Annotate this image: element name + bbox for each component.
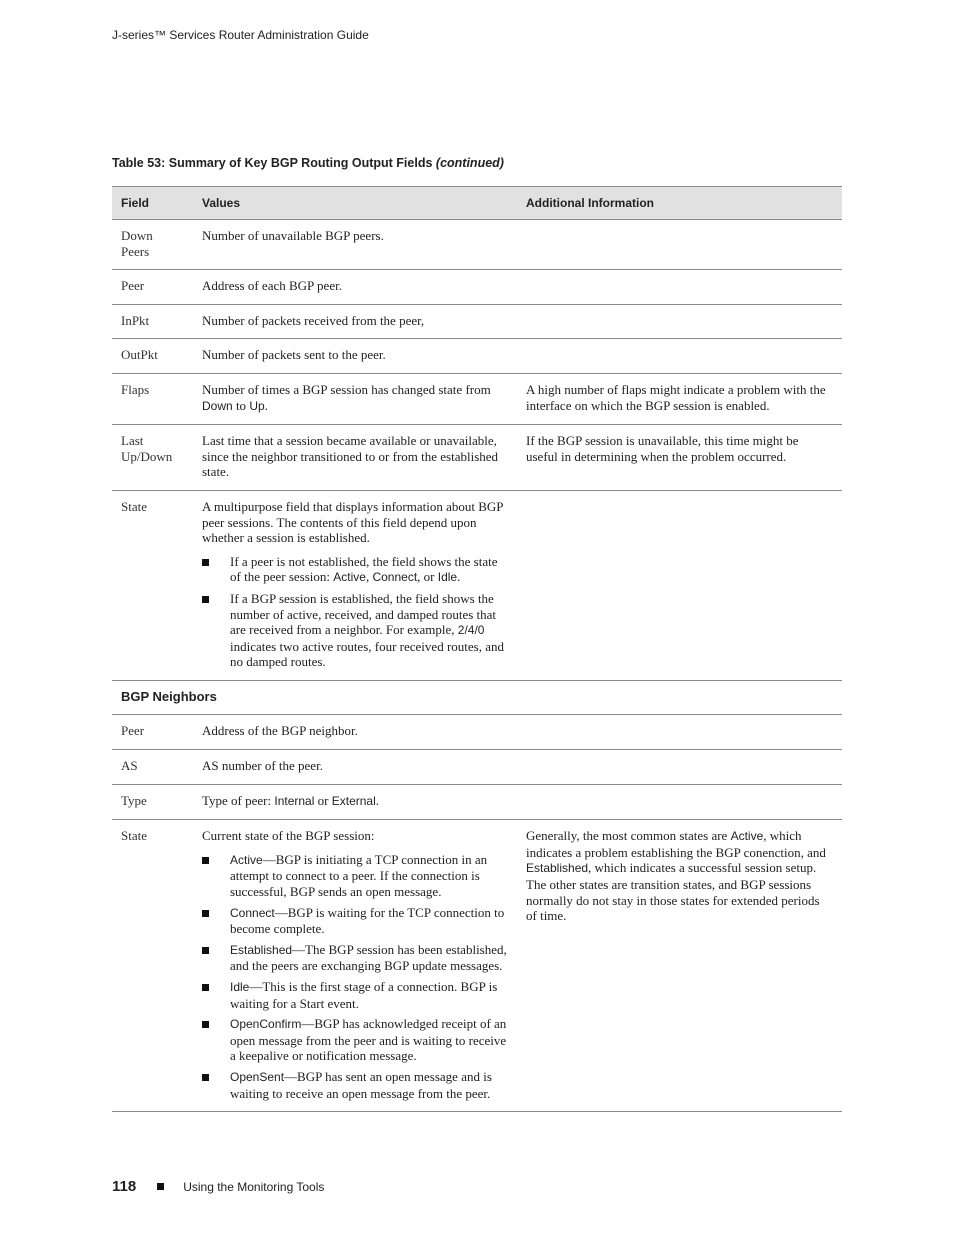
values-text: —This is the first stage of a connection. BGP is waiting for a Start event. [230,979,498,1011]
info-text: Generally, the most common states are [526,828,731,844]
bullet-item [202,905,508,937]
values-intro: A multipurpose field that displays information about BGP peer sessions. The contents of this field depend upon whether a session is established. [202,498,504,546]
values-text: . [375,792,380,808]
table-row [112,750,842,785]
code-term: OpenSent [230,1069,285,1084]
values-text: to [232,397,250,413]
table-row [112,715,842,750]
field-name: Peer [112,270,193,305]
code-term: Active [333,570,366,585]
page-number: 118 [112,1178,137,1195]
bullet-item [202,554,508,586]
values-text: Number of times a BGP session has changed state from [202,381,491,397]
code-term: Connect [230,905,275,920]
field-values: AS number of the peer. [193,750,517,785]
page-footer [112,1178,324,1195]
field-name: OutPkt [112,339,193,374]
table-caption [112,156,504,170]
code-term: Active [230,852,263,867]
running-header: J-series™ Services Router Administration Guide [112,28,369,42]
footer-section-title: Using the Monitoring Tools [183,1179,325,1194]
field-values: Number of unavailable BGP peers. [193,220,517,270]
bullet-list [202,852,508,1101]
field-name: Last Up/Down [112,425,193,491]
values-text: If a BGP session is established, the field shows the number of active, received, and damped routes that are received from a neighbor. For example, [230,590,497,638]
table-continued-label: (continued) [435,156,504,170]
code-term: Idle [230,980,250,994]
values-text: —BGP has acknowledged receipt of an open message from the peer and is waiting to receive a keepalive or notification message. [230,1016,507,1064]
table-row [112,373,842,424]
field-values: Last time that a session became available or unavailable, since the neighbor transitioned to or from the established state. [193,425,517,491]
code-term: Established [230,942,293,957]
field-info [517,784,842,820]
field-info [517,750,842,785]
field-info [517,715,842,750]
bullet-item [202,1069,508,1101]
field-values [193,490,517,680]
table-row [112,304,842,339]
values-text: indicates two active routes, four received routes, and no damped routes. [230,638,504,670]
values-text: —BGP has sent an open message and is waiting to receive an open message from the peer. [230,1068,492,1101]
field-values [193,784,517,820]
section-row [112,680,842,715]
table-header-row [112,187,842,220]
table-row [112,820,842,1112]
field-info: If the BGP session is unavailable, this time might be useful in determining when the problem occurred. [517,425,842,491]
values-text: , [365,569,373,585]
values-text: —The BGP session has been established, and the peers are exchanging BGP update messages. [230,941,507,974]
column-header-additional-info: Additional Information [517,187,842,220]
values-text: —BGP is waiting for the TCP connection to become complete. [230,904,505,937]
bullet-item [202,942,508,974]
code-term: Internal [274,793,315,808]
field-info: A high number of flaps might indicate a problem with the interface on which the BGP session is enabled. [517,373,842,424]
field-values [193,373,517,424]
values-text: or [314,792,332,808]
field-values: Number of packets sent to the peer. [193,339,517,374]
values-text: Type of peer: [202,792,275,808]
field-name: Flaps [112,373,193,424]
code-term: Up [249,398,265,413]
field-values: Address of the BGP neighbor. [193,715,517,750]
values-text: . [264,397,268,413]
field-values: Number of packets received from the peer, [193,304,517,339]
code-term: Down [202,398,233,413]
table-row [112,425,842,491]
code-term: Established [526,861,589,876]
table-row [112,339,842,374]
values-text: . [457,569,461,585]
table-title: Table 53: Summary of Key BGP Routing Output Fields [112,156,433,170]
field-name: State [112,820,193,1112]
values-text: If a peer is not established, the field shows the state of the peer session: [230,553,498,585]
column-header-field: Field [112,187,193,220]
bullet-square-icon [157,1183,164,1190]
field-name: InPkt [112,304,193,339]
field-info [517,820,842,1112]
values-text: —BGP is initiating a TCP connection in an attempt to connect to a peer. If the connection is successful, BGP sends an open message. [230,851,488,900]
field-name: Peer [112,715,193,750]
field-name: State [112,490,193,680]
code-term: Connect [372,570,418,585]
bullet-item [202,591,508,670]
values-text: , or [417,569,438,585]
field-info [517,339,842,374]
bullet-item [202,1016,508,1064]
info-text: , which indicates a successful session setup. The other states are transition states, and BGP sessions normally do not stay in those states for extended periods of time. [526,860,820,924]
code-term: 2/4/0 [457,623,485,638]
bullet-item [202,979,508,1011]
field-name: AS [112,750,193,785]
code-term: Active [730,829,764,844]
code-term: External [331,793,376,808]
field-name: Down Peers [112,220,193,270]
values-intro: Current state of the BGP session: [202,828,375,844]
info-text: , which indicates a problem establishing the BGP conenction, and [526,828,826,860]
field-info [517,220,842,270]
column-header-values: Values [193,187,517,220]
table-row [112,490,842,680]
code-term: OpenConfirm [230,1017,302,1032]
field-info [517,270,842,305]
field-values: Address of each BGP peer. [193,270,517,305]
code-term: Idle [437,570,458,585]
bullet-list [202,554,508,670]
field-info [517,304,842,339]
table-row [112,220,842,270]
bgp-output-fields-table [112,186,842,1112]
table-row [112,270,842,305]
bullet-item [202,852,508,900]
table-row [112,784,842,820]
field-name: Type [112,784,193,820]
field-info [517,490,842,680]
section-label: BGP Neighbors [112,680,842,715]
field-values [193,820,517,1112]
